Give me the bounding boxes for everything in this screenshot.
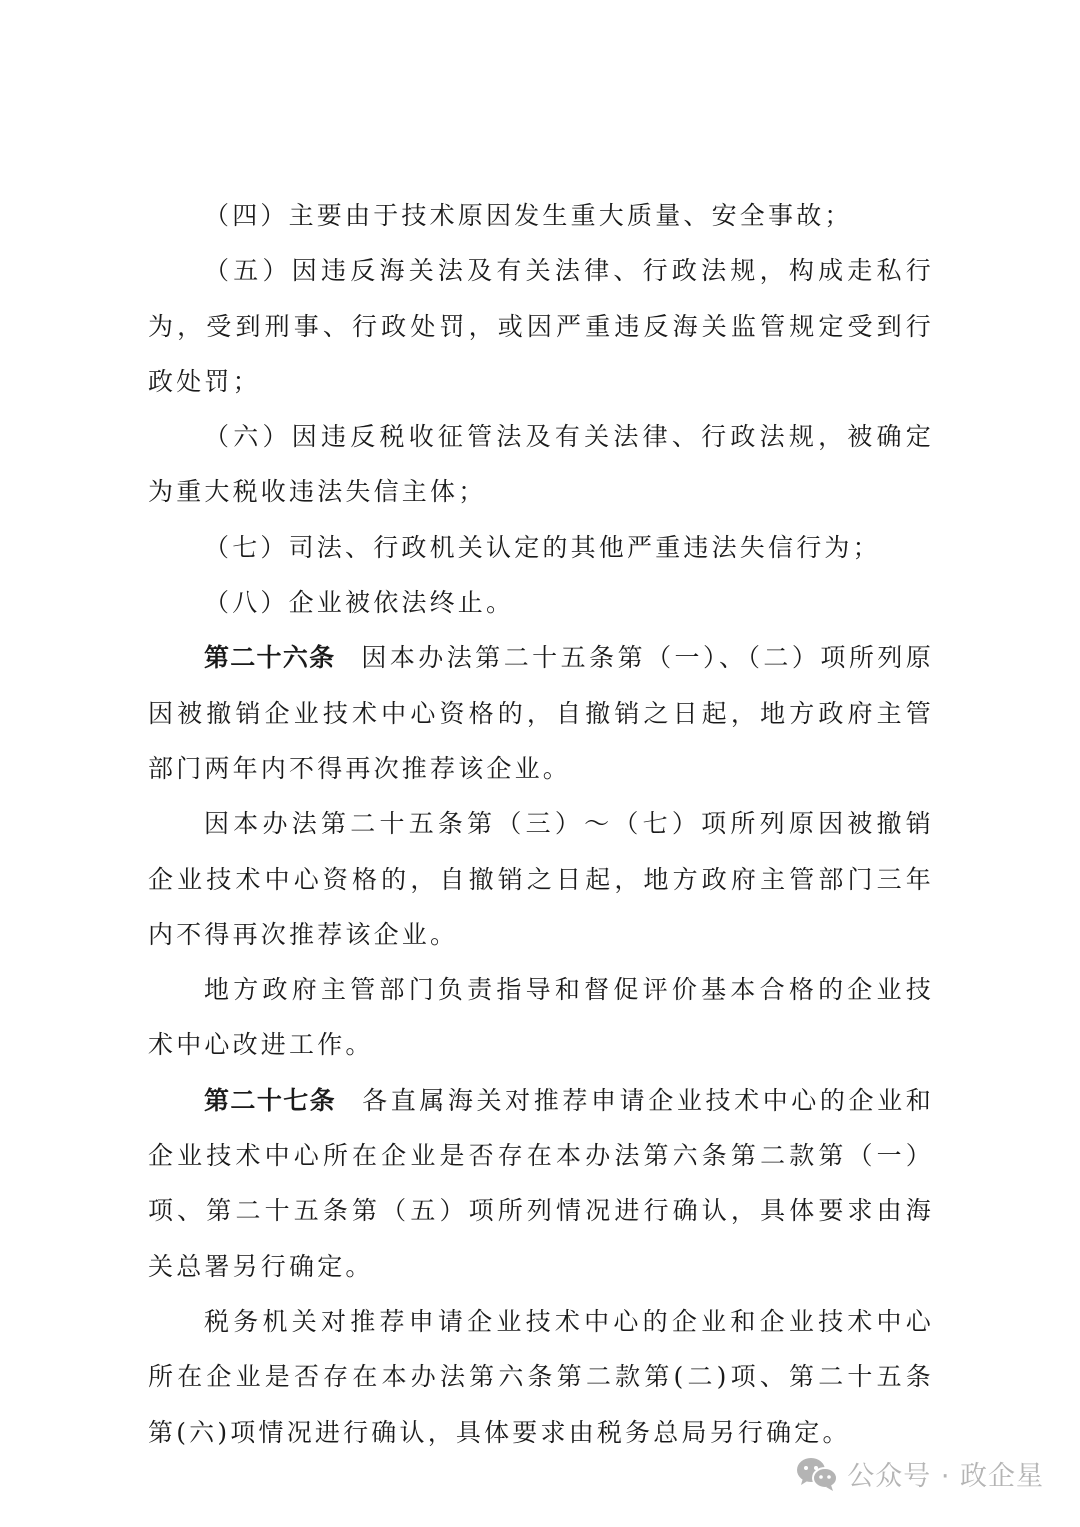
article-27 (148, 1073, 934, 1294)
article-number: 第二十六条 (204, 643, 336, 673)
document-page (148, 188, 934, 1460)
paragraph-text: 因本办法第二十五条第（三）～（七）项所列原因被撤销企业技术中心资格的，自撤销之日起，地方政府主管部门三年内不得再次推荐该企业。 (148, 809, 934, 949)
paragraph-item-6 (148, 409, 934, 520)
paragraph-text: 地方政府主管部门负责指导和督促评价基本合格的企业技术中心改进工作。 (148, 975, 934, 1060)
paragraph-text: 税务机关对推荐申请企业技术中心的企业和企业技术中心所在企业是否存在本办法第六条第二款第(二)项、第二十五条第(六)项情况进行确认，具体要求由税务总局另行确定。 (148, 1306, 934, 1447)
article-number: 第二十七条 (204, 1085, 337, 1115)
wechat-icon (795, 1456, 839, 1492)
article-26-para-3 (148, 962, 934, 1073)
paragraph-text: （五）因违反海关法及有关法律、行政法规，构成走私行为，受到刑事、行政处罚，或因严重违反海关监管规定受到行政处罚； (148, 256, 934, 396)
paragraph-text: （八）企业被依法终止。 (204, 588, 515, 618)
watermark-text: 公众号 · 政企星 (847, 1461, 1044, 1492)
watermark (795, 1454, 1044, 1493)
article-26 (148, 630, 934, 796)
paragraph-text: （四）主要由于技术原因发生重大质量、安全事故； (204, 201, 853, 230)
paragraph-text: 各直属海关对推荐申请企业技术中心的企业和企业技术中心所在企业是否存在本办法第六条第二款第（一）项、第二十五条第（五）项所列情况进行确认，具体要求由海关总署另行确定。 (148, 1085, 934, 1281)
paragraph-text: 因本办法第二十五条第（一）、（二）项所列原因被撤销企业技术中心资格的，自撤销之日起，地方政府主管部门两年内不得再次推荐该企业。 (148, 643, 934, 783)
paragraph-text: （七）司法、行政机关认定的其他严重违法失信行为； (204, 532, 881, 562)
paragraph-item-4 (148, 188, 934, 243)
paragraph-item-7 (148, 520, 934, 575)
paragraph-text: （六）因违反税收征管法及有关法律、行政法规，被确定为重大税收违法失信主体； (148, 422, 934, 507)
article-27-para-2 (148, 1294, 934, 1460)
article-26-para-2 (148, 796, 934, 962)
paragraph-item-5 (148, 243, 934, 409)
paragraph-item-8 (148, 575, 934, 630)
